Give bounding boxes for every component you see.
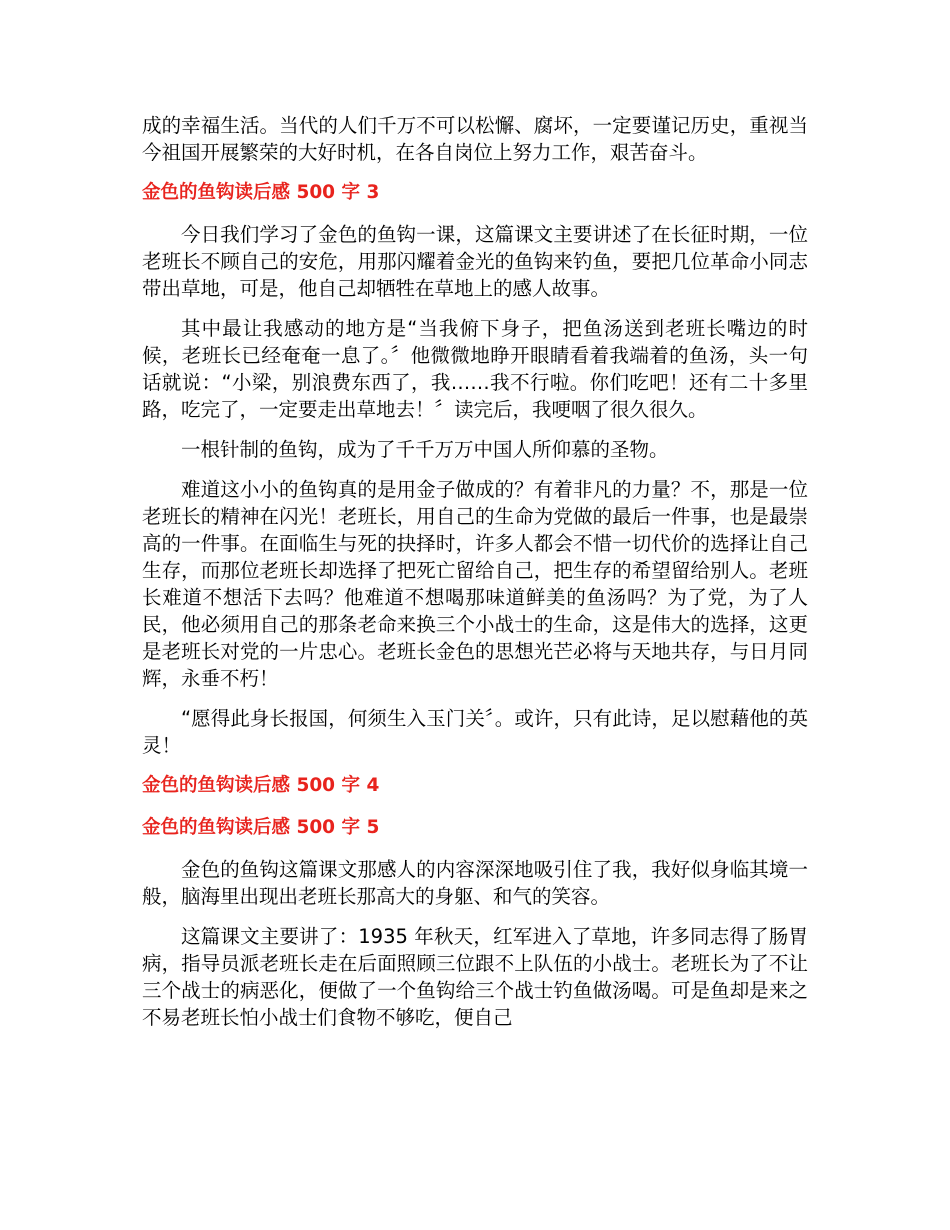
paragraph-story: 这篇课文主要讲了：1935 年秋天，红军进入了草地，许多同志得了肠胃病，指导员派老班长走在后面照顾三位跟不上队伍的小战士。老班长为了不让三个战士的病恶化，便做了一个鱼钩给三个战士钓鱼做汤喝。可是鱼却是来之不易老班长怕小战士们食物不够吃，便自己 [142,925,808,1029]
paragraph-impression: 金色的鱼钩这篇课文那感人的内容深深地吸引住了我，我好似身临其境一般，脑海里出现出老班长那高大的身躯、和气的笑容。 [142,858,808,908]
paragraph-reflection: 难道这小小的鱼钩真的是用金子做成的？有着非凡的力量？不，那是一位老班长的精神在闪光！老班长，用自己的生命为党做的最后一件事，也是最崇高的一件事。在面临生与死的抉择时，许多人都会不惜一切代价的选择让自己生存，而那位老班长却选择了把死亡留给自己，把生存的希望留给别人。老班长难道不想活下去吗？他难道不想喝那味道鲜美的鱼汤吗？为了党，为了人民，他必须用自己的那条老命来换三个小战士的生命，这是伟大的选择，这更是老班长对党的一片忠心。老班长金色的思想光芒必将与天地共存，与日月同辉，永垂不朽！ [142,478,808,690]
section-heading-3: 金色的鱼钩读后感 500 字 3 [142,182,380,203]
section-heading-4: 金色的鱼钩读后感 500 字 4 [142,775,380,796]
document-page [142,112,808,1044]
paragraph-intro: 成的幸福生活。当代的人们千万不可以松懈、腐坏，一定要谨记历史，重视当今祖国开展繁荣的大好时机，在各自岗位上努力工作，艰苦奋斗。 [142,114,808,164]
paragraph-fishhook: 一根针制的鱼钩，成为了千千万万中国人所仰慕的圣物。 [181,438,669,461]
paragraph-poem: “愿得此身长报国，何须生入玉门关〞。或许，只有此诗，足以慰藉他的英灵！ [142,707,808,757]
paragraph-quote: 其中最让我感动的地方是“当我俯下身子，把鱼汤送到老班长嘴边的时候，老班长已经奄奄一息了。〞他微微地睁开眼睛看着我端着的鱼汤，头一句话就说：“小梁，别浪费东西了，我……我不行啦。你们吃吧！还有二十多里路，吃完了，一定要走出草地去！〞读完后，我哽咽了很久很久。 [142,317,808,421]
section-heading-5: 金色的鱼钩读后感 500 字 5 [142,817,380,838]
paragraph-summary: 今日我们学习了金色的鱼钩一课，这篇课文主要讲述了在长征时期，一位老班长不顾自己的安危，用那闪耀着金光的鱼钩来钓鱼，要把几位革命小同志带出草地，可是，他自己却牺牲在草地上的感人故事。 [142,223,808,300]
